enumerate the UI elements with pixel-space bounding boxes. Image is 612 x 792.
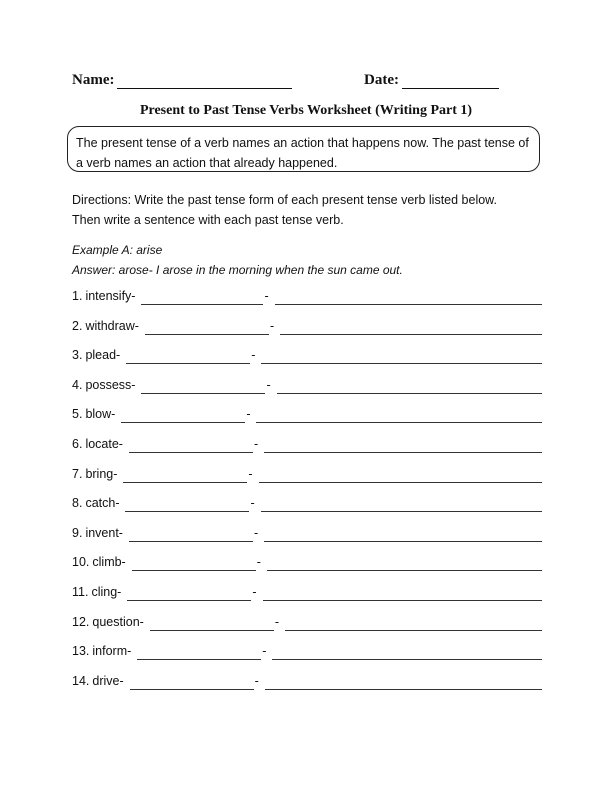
exercise-item: [72, 467, 542, 497]
exercise-item: [72, 319, 542, 349]
exercise-item: [72, 407, 542, 437]
exercise-dash: -: [269, 318, 275, 333]
exercise-dash: -: [246, 407, 251, 422]
exercise-number: 10.: [72, 555, 90, 570]
exercise-item: [72, 674, 542, 704]
sentence-answer-blank[interactable]: [259, 467, 542, 483]
exercise-item: [72, 348, 542, 378]
past-tense-answer-blank[interactable]: [126, 348, 250, 364]
exercise-dash: -: [250, 496, 255, 511]
example-label: Example A: arise: [72, 243, 163, 257]
intro-box: The present tense of a verb names an action that happens now. The past tense of a verb names an action that already happened.: [67, 126, 540, 172]
exercise-number: 14.: [72, 673, 90, 688]
sentence-answer-blank[interactable]: [277, 378, 542, 394]
date-label: Date:: [364, 72, 399, 88]
exercise-dash: -: [254, 673, 259, 688]
past-tense-answer-blank[interactable]: [150, 615, 274, 631]
name-field[interactable]: [117, 88, 292, 89]
exercise-number: 8.: [72, 496, 83, 511]
exercise-dash: -: [248, 466, 253, 481]
sentence-answer-blank[interactable]: [267, 555, 542, 571]
exercise-number: 11.: [72, 584, 89, 599]
past-tense-answer-blank[interactable]: [141, 378, 265, 394]
sentence-answer-blank[interactable]: [263, 585, 543, 601]
exercise-number: 1.: [72, 289, 83, 303]
exercise-verb: intensify-: [85, 289, 136, 303]
sentence-answer-blank[interactable]: [285, 615, 542, 631]
sentence-answer-blank[interactable]: [261, 496, 542, 512]
exercise-item: [72, 644, 542, 674]
sentence-answer-blank[interactable]: [265, 674, 542, 690]
exercise-item: [72, 615, 542, 645]
exercise-number: 9.: [72, 525, 83, 540]
past-tense-answer-blank[interactable]: [127, 585, 251, 601]
exercise-item: [72, 555, 542, 585]
past-tense-answer-blank[interactable]: [130, 674, 254, 690]
name-label: Name:: [72, 72, 115, 88]
exercise-number: 3.: [72, 348, 83, 363]
exercise-item: [72, 437, 542, 467]
exercise-dash: -: [253, 525, 259, 540]
sentence-answer-blank[interactable]: [275, 289, 542, 305]
exercise-dash: -: [266, 377, 271, 392]
exercise-item: [72, 585, 542, 615]
exercise-verb: plead-: [85, 348, 121, 363]
exercise-verb: drive-: [92, 673, 124, 688]
past-tense-answer-blank[interactable]: [141, 289, 263, 305]
sentence-answer-blank[interactable]: [261, 348, 542, 364]
past-tense-answer-blank[interactable]: [123, 467, 247, 483]
exercise-dash: -: [253, 436, 259, 451]
directions: [72, 190, 552, 230]
sentence-answer-blank[interactable]: [272, 644, 542, 660]
exercise-verb: inform-: [92, 644, 132, 659]
exercise-verb: withdraw-: [85, 318, 139, 333]
exercise-dash: -: [274, 614, 279, 629]
header-row: [72, 72, 552, 92]
sentence-answer-blank[interactable]: [264, 526, 542, 542]
exercise-verb: climb-: [92, 555, 126, 570]
exercise-verb: blow-: [85, 407, 116, 422]
past-tense-answer-blank[interactable]: [137, 644, 261, 660]
exercise-item: [72, 289, 542, 319]
example: [72, 240, 403, 280]
exercise-item: [72, 496, 542, 526]
past-tense-answer-blank[interactable]: [132, 555, 256, 571]
exercise-dash: -: [262, 644, 267, 659]
sentence-answer-blank[interactable]: [280, 319, 542, 335]
exercise-verb: bring-: [85, 466, 118, 481]
exercise-verb: catch-: [85, 496, 120, 511]
exercise-verb: possess-: [85, 377, 136, 392]
exercise-number: 13.: [72, 644, 90, 659]
exercise-number: 5.: [72, 407, 83, 422]
sentence-answer-blank[interactable]: [256, 407, 542, 423]
exercise-item: [72, 378, 542, 408]
directions-line-1: Directions: Write the past tense form of each present tense verb listed below.: [72, 193, 497, 207]
exercise-verb: question-: [92, 614, 144, 629]
exercise-number: 7.: [72, 466, 83, 481]
exercise-item: [72, 526, 542, 556]
exercise-number: 12.: [72, 614, 90, 629]
exercise-number: 4.: [72, 377, 83, 392]
exercise-dash: -: [252, 584, 257, 599]
past-tense-answer-blank[interactable]: [145, 319, 269, 335]
exercise-dash: -: [256, 555, 261, 570]
exercise-number: 2.: [72, 318, 83, 333]
past-tense-answer-blank[interactable]: [129, 437, 253, 453]
exercise-verb: locate-: [85, 436, 123, 451]
past-tense-answer-blank[interactable]: [121, 407, 245, 423]
date-field[interactable]: [402, 88, 499, 89]
exercise-dash: -: [251, 348, 256, 363]
exercise-verb: cling-: [91, 584, 122, 599]
exercise-number: 6.: [72, 436, 83, 451]
exercise-list: [72, 289, 542, 703]
example-answer: Answer: arose- I arose in the morning when the sun came out.: [72, 263, 403, 277]
exercise-dash: -: [264, 289, 269, 303]
past-tense-answer-blank[interactable]: [129, 526, 253, 542]
worksheet-title: Present to Past Tense Verbs Worksheet (Writing Part 1): [139, 103, 473, 118]
past-tense-answer-blank[interactable]: [125, 496, 249, 512]
exercise-verb: invent-: [85, 525, 123, 540]
directions-line-2: Then write a sentence with each past tense verb.: [72, 213, 344, 227]
sentence-answer-blank[interactable]: [264, 437, 542, 453]
